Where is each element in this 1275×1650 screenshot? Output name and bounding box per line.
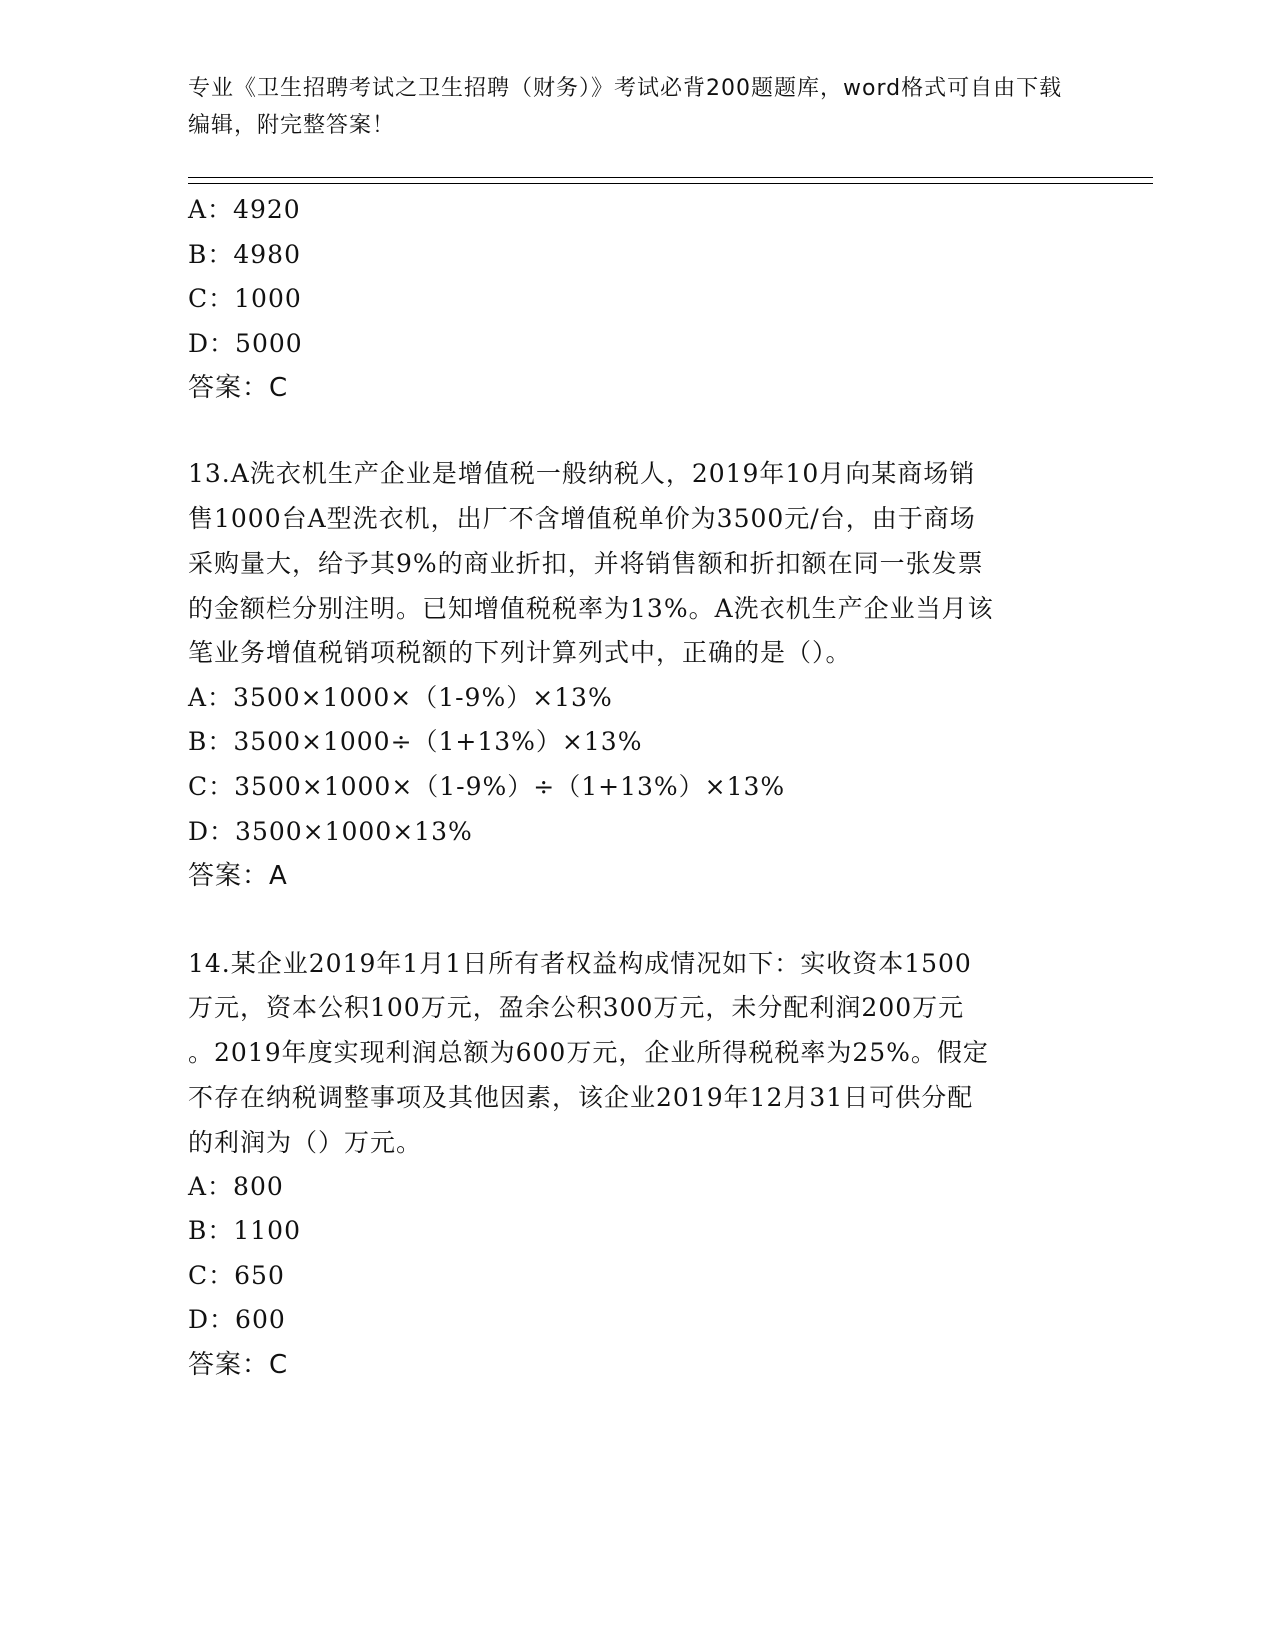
- header-divider-top: [188, 177, 1153, 178]
- question-stem-line: 14.某企业2019年1月1日所有者权益构成情况如下：实收资本1500: [188, 949, 972, 978]
- option-b: B：1100: [188, 1216, 301, 1245]
- answer-line: 答案：C: [188, 373, 289, 403]
- question-stem-line: 售1000台A型洗衣机，出厂不含增值税单价为3500元/台，由于商场: [188, 504, 976, 533]
- option-a: A：3500×1000×（1-9%）×13%: [188, 683, 613, 712]
- option-d: D：3500×1000×13%: [188, 817, 473, 846]
- header-divider-bottom: [188, 183, 1153, 184]
- question-stem-line: 万元，资本公积100万元，盈余公积300万元，未分配利润200万元: [188, 993, 965, 1022]
- option-c: C：3500×1000×（1-9%）÷（1+13%）×13%: [188, 772, 786, 801]
- option-a: A：4920: [188, 195, 301, 224]
- answer-line: 答案：C: [188, 1350, 289, 1380]
- question-stem-line: 不存在纳税调整事项及其他因素，该企业2019年12月31日可供分配: [188, 1083, 974, 1112]
- option-a: A：800: [188, 1172, 284, 1201]
- option-c: C：1000: [188, 284, 302, 313]
- question-stem-line: 。2019年度实现利润总额为600万元，企业所得税税率为25%。假定: [188, 1038, 989, 1067]
- question-stem-line: 采购量大，给予其9%的商业折扣，并将销售额和折扣额在同一张发票: [188, 549, 984, 578]
- question-stem-line: 的利润为（）万元。: [188, 1128, 423, 1157]
- option-d: D：5000: [188, 329, 303, 358]
- option-c: C：650: [188, 1261, 285, 1290]
- question-stem-line: 13.A洗衣机生产企业是增值税一般纳税人，2019年10月向某商场销: [188, 459, 976, 488]
- option-b: B：3500×1000÷（1+13%）×13%: [188, 727, 643, 756]
- question-stem-line: 的金额栏分别注明。已知增值税税率为13%。A洗衣机生产企业当月该: [188, 594, 994, 623]
- option-b: B：4980: [188, 240, 301, 269]
- answer-line: 答案：A: [188, 861, 288, 891]
- page-header: 专业《卫生招聘考试之卫生招聘（财务）》考试必背200题题库，word格式可自由下载编辑，附完整答案！: [188, 76, 1063, 138]
- question-stem-line: 笔业务增值税销项税额的下列计算列式中，正确的是（）。: [188, 638, 852, 667]
- option-d: D：600: [188, 1305, 286, 1334]
